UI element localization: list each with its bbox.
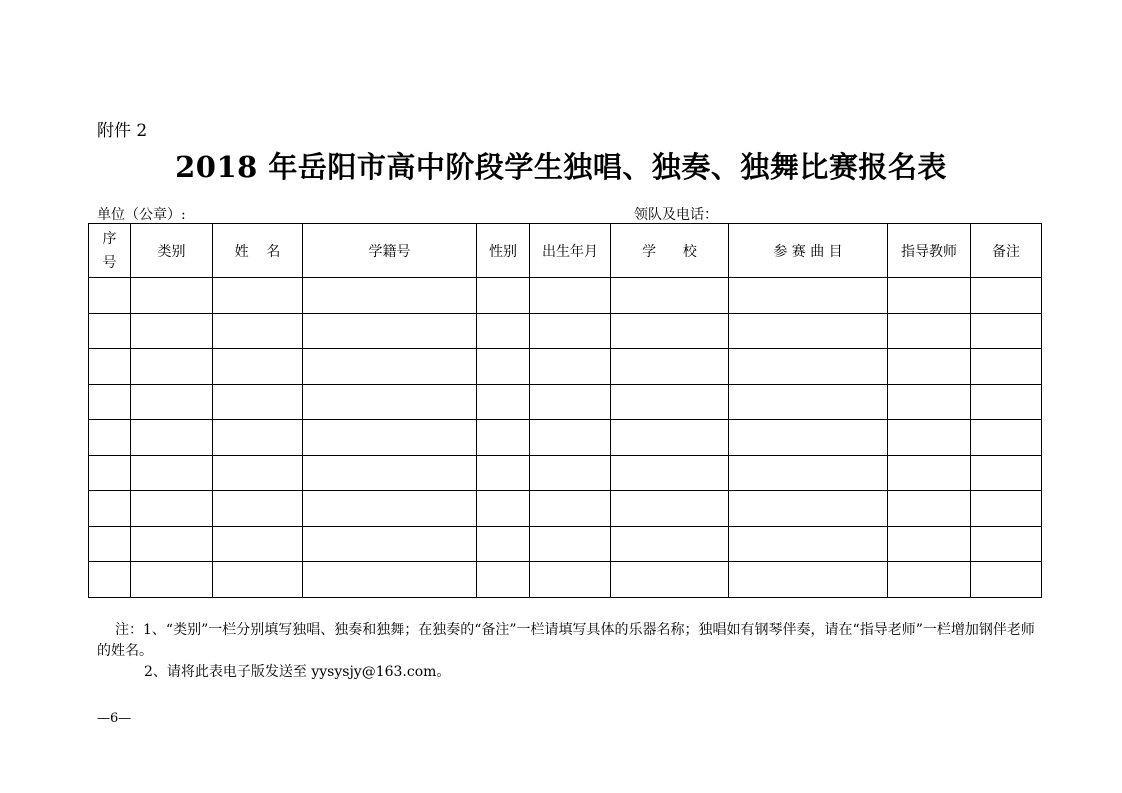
header-school: 学 校 bbox=[611, 224, 729, 278]
leader-label: 领队及电话： bbox=[634, 207, 718, 223]
cell-remarks[interactable] bbox=[971, 420, 1042, 456]
cell-seq[interactable] bbox=[89, 313, 131, 349]
leader-field bbox=[634, 204, 1012, 224]
cell-teacher[interactable] bbox=[888, 562, 971, 598]
cell-school[interactable] bbox=[611, 313, 729, 349]
cell-category[interactable] bbox=[131, 420, 213, 456]
cell-birth[interactable] bbox=[530, 491, 611, 527]
cell-remarks[interactable] bbox=[971, 562, 1042, 598]
cell-seq[interactable] bbox=[89, 491, 131, 527]
cell-birth[interactable] bbox=[530, 349, 611, 385]
cell-birth[interactable] bbox=[530, 313, 611, 349]
header-teacher: 指导教师 bbox=[888, 224, 971, 278]
cell-school[interactable] bbox=[611, 349, 729, 385]
unit-field bbox=[97, 204, 410, 224]
cell-piece[interactable] bbox=[729, 420, 888, 456]
cell-name[interactable] bbox=[213, 278, 303, 314]
cell-gender[interactable] bbox=[477, 313, 530, 349]
cell-category[interactable] bbox=[131, 562, 213, 598]
cell-seq[interactable] bbox=[89, 526, 131, 562]
cell-birth[interactable] bbox=[530, 384, 611, 420]
cell-piece[interactable] bbox=[729, 278, 888, 314]
cell-name[interactable] bbox=[213, 562, 303, 598]
cell-remarks[interactable] bbox=[971, 313, 1042, 349]
cell-school[interactable] bbox=[611, 491, 729, 527]
cell-seq[interactable] bbox=[89, 349, 131, 385]
header-name: 姓 名 bbox=[213, 224, 303, 278]
header-student-id: 学籍号 bbox=[303, 224, 477, 278]
cell-school[interactable] bbox=[611, 455, 729, 491]
page-number: —6— bbox=[97, 711, 132, 726]
unit-blank-line bbox=[188, 209, 410, 224]
header-row bbox=[89, 224, 1042, 278]
cell-gender[interactable] bbox=[477, 278, 530, 314]
cell-name[interactable] bbox=[213, 491, 303, 527]
header-birth: 出生年月 bbox=[530, 224, 611, 278]
cell-remarks[interactable] bbox=[971, 349, 1042, 385]
table-row bbox=[89, 384, 1042, 420]
registration-table bbox=[88, 223, 1042, 598]
cell-name[interactable] bbox=[213, 455, 303, 491]
cell-school[interactable] bbox=[611, 278, 729, 314]
cell-name[interactable] bbox=[213, 384, 303, 420]
cell-name[interactable] bbox=[213, 420, 303, 456]
cell-gender[interactable] bbox=[477, 491, 530, 527]
cell-birth[interactable] bbox=[530, 278, 611, 314]
cell-school[interactable] bbox=[611, 562, 729, 598]
cell-remarks[interactable] bbox=[971, 526, 1042, 562]
table-row bbox=[89, 526, 1042, 562]
cell-birth[interactable] bbox=[530, 526, 611, 562]
cell-piece[interactable] bbox=[729, 526, 888, 562]
cell-teacher[interactable] bbox=[888, 384, 971, 420]
cell-school[interactable] bbox=[611, 420, 729, 456]
cell-teacher[interactable] bbox=[888, 420, 971, 456]
cell-piece[interactable] bbox=[729, 562, 888, 598]
note-2: 2、请将此表电子版发送至 yysysjy@163.com。 bbox=[144, 664, 451, 680]
table-row bbox=[89, 313, 1042, 349]
notes bbox=[97, 620, 1037, 683]
cell-birth[interactable] bbox=[530, 420, 611, 456]
cell-student-id[interactable] bbox=[303, 313, 477, 349]
table-row bbox=[89, 491, 1042, 527]
header-gender: 性别 bbox=[477, 224, 530, 278]
cell-student-id[interactable] bbox=[303, 384, 477, 420]
cell-school[interactable] bbox=[611, 384, 729, 420]
form-title: 2018 年岳阳市高中阶段学生独唱、独奏、独舞比赛报名表 bbox=[175, 150, 947, 184]
table-body bbox=[89, 278, 1042, 598]
table-row bbox=[89, 278, 1042, 314]
cell-piece[interactable] bbox=[729, 313, 888, 349]
cell-category[interactable] bbox=[131, 313, 213, 349]
cell-category[interactable] bbox=[131, 526, 213, 562]
cell-school[interactable] bbox=[611, 526, 729, 562]
header-piece: 参 赛 曲 目 bbox=[729, 224, 888, 278]
table-row bbox=[89, 562, 1042, 598]
cell-category[interactable] bbox=[131, 278, 213, 314]
cell-gender[interactable] bbox=[477, 420, 530, 456]
cell-seq[interactable] bbox=[89, 455, 131, 491]
cell-gender[interactable] bbox=[477, 455, 530, 491]
cell-gender[interactable] bbox=[477, 349, 530, 385]
cell-seq[interactable] bbox=[89, 420, 131, 456]
cell-student-id[interactable] bbox=[303, 278, 477, 314]
cell-remarks[interactable] bbox=[971, 491, 1042, 527]
table-row bbox=[89, 420, 1042, 456]
cell-piece[interactable] bbox=[729, 491, 888, 527]
cell-piece[interactable] bbox=[729, 384, 888, 420]
note-1: 注：1、“类别”一栏分别填写独唱、独奏和独舞；在独奏的“备注”一栏请填写具体的乐器名称；独唱如有钢琴伴奏，请在“指导老师”一栏增加钢伴老师的姓名。 bbox=[97, 622, 1035, 659]
cell-category[interactable] bbox=[131, 491, 213, 527]
cell-teacher[interactable] bbox=[888, 526, 971, 562]
cell-name[interactable] bbox=[213, 313, 303, 349]
attachment-label: 附件 2 bbox=[97, 121, 148, 141]
header-remarks: 备注 bbox=[971, 224, 1042, 278]
cell-birth[interactable] bbox=[530, 562, 611, 598]
cell-remarks[interactable] bbox=[971, 278, 1042, 314]
cell-name[interactable] bbox=[213, 349, 303, 385]
cell-seq[interactable] bbox=[89, 562, 131, 598]
cell-birth[interactable] bbox=[530, 455, 611, 491]
cell-gender[interactable] bbox=[477, 562, 530, 598]
header-seq-top: 序 bbox=[102, 230, 117, 247]
cell-student-id[interactable] bbox=[303, 349, 477, 385]
cell-student-id[interactable] bbox=[303, 562, 477, 598]
cell-teacher[interactable] bbox=[888, 491, 971, 527]
cell-student-id[interactable] bbox=[303, 526, 477, 562]
header-category: 类别 bbox=[131, 224, 213, 278]
cell-category[interactable] bbox=[131, 455, 213, 491]
table-row bbox=[89, 455, 1042, 491]
cell-category[interactable] bbox=[131, 384, 213, 420]
cell-remarks[interactable] bbox=[971, 455, 1042, 491]
cell-teacher[interactable] bbox=[888, 313, 971, 349]
cell-teacher[interactable] bbox=[888, 278, 971, 314]
cell-seq[interactable] bbox=[89, 278, 131, 314]
table-row bbox=[89, 349, 1042, 385]
cell-gender[interactable] bbox=[477, 384, 530, 420]
cell-piece[interactable] bbox=[729, 349, 888, 385]
leader-blank-line bbox=[720, 209, 1012, 224]
unit-label: 单位（公章）: bbox=[97, 207, 186, 223]
cell-seq[interactable] bbox=[89, 384, 131, 420]
cell-student-id[interactable] bbox=[303, 491, 477, 527]
header-seq bbox=[89, 224, 131, 278]
header-seq-bottom: 号 bbox=[102, 254, 117, 271]
cell-name[interactable] bbox=[213, 526, 303, 562]
cell-student-id[interactable] bbox=[303, 455, 477, 491]
cell-category[interactable] bbox=[131, 349, 213, 385]
cell-remarks[interactable] bbox=[971, 384, 1042, 420]
cell-teacher[interactable] bbox=[888, 455, 971, 491]
cell-teacher[interactable] bbox=[888, 349, 971, 385]
cell-student-id[interactable] bbox=[303, 420, 477, 456]
cell-piece[interactable] bbox=[729, 455, 888, 491]
cell-gender[interactable] bbox=[477, 526, 530, 562]
